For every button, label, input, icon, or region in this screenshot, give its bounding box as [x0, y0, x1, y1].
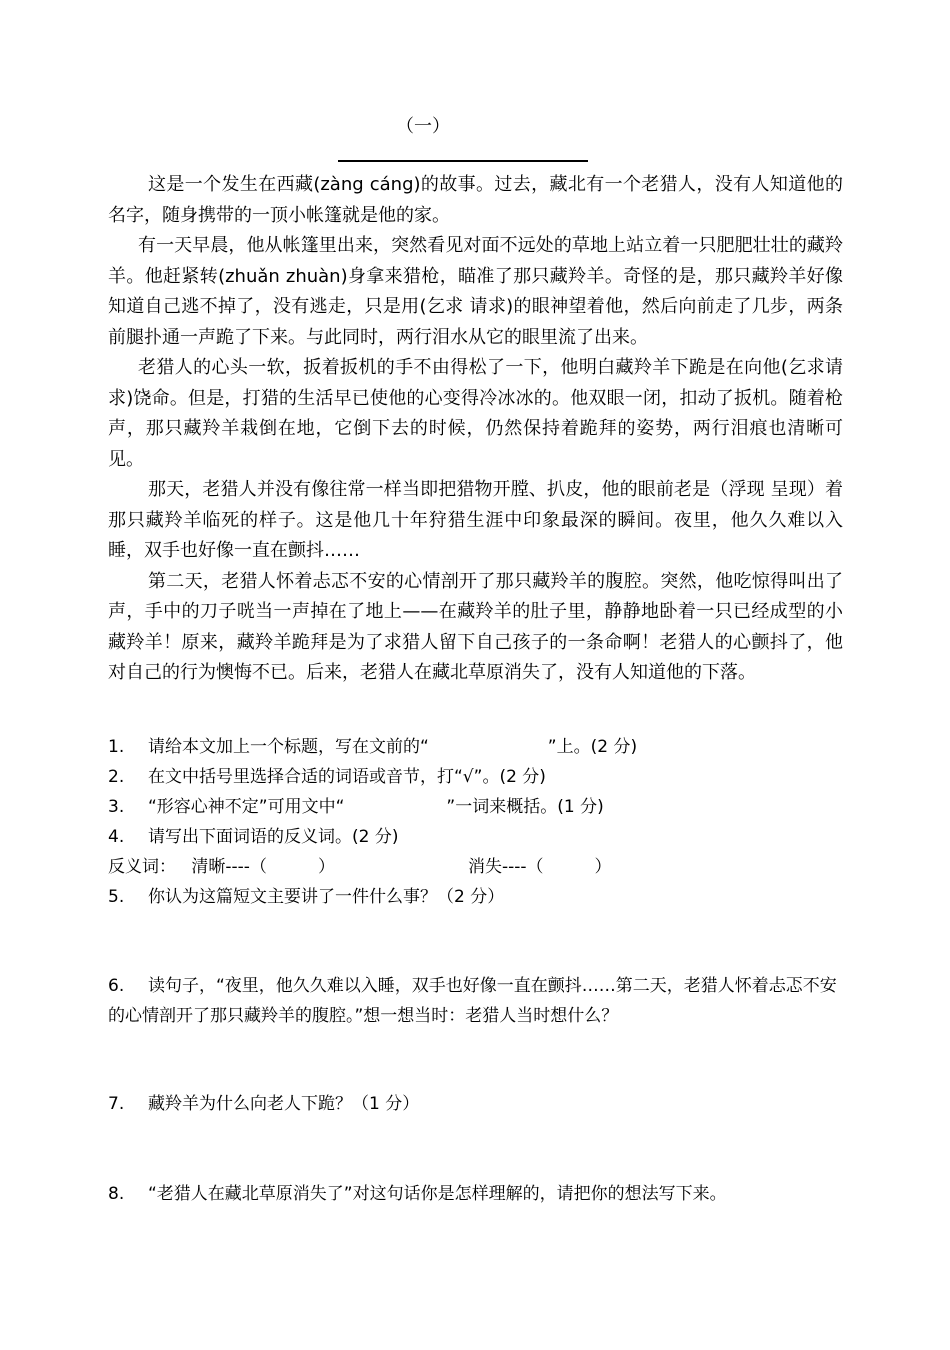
- question-7: [108, 1089, 848, 1119]
- question-3: [108, 792, 848, 822]
- antonym-row: [108, 852, 848, 882]
- story-paragraph-4: 那天，老猎人并没有像往常一样当即把猎物开膛、扒皮，他的眼前老是（浮现 呈现）着那只藏羚羊临死的样子。这是他几十年狩猎生涯中印象最深的瞬间。夜里，他久久难以入睡，双手也好像一直在颤抖……: [108, 479, 843, 561]
- question-number: 2.: [108, 767, 125, 787]
- question-5: [108, 882, 848, 912]
- question-number: 7.: [108, 1094, 125, 1114]
- question-1: [108, 732, 848, 762]
- story-paragraph-5: 第二天，老猎人怀着忐忑不安的心情剖开了那只藏羚羊的腹腔。突然，他吃惊得叫出了声，手中的刀子咣当一声掉在了地上——在藏羚羊的肚子里，静静地卧着一只已经成型的小藏羚羊！原来，藏羚羊跪拜是为了求猎人留下自己孩子的一条命啊！老猎人的心颤抖了，他对自己的行为懊悔不已。后来，老猎人在藏北草原消失了，没有人知道他的下落。: [108, 570, 843, 683]
- question-number: 5.: [108, 887, 125, 907]
- section-heading: （一）: [396, 116, 450, 137]
- story-paragraph-1: 这是一个发生在西藏(zàng cáng)的故事。过去，藏北有一个老猎人，没有人知道他的名字，随身携带的一顶小帐篷就是他的家。: [108, 174, 843, 226]
- question-number: 6.: [108, 976, 125, 996]
- question-6: [108, 971, 843, 1031]
- question-2: [108, 762, 848, 792]
- question-8: [108, 1179, 848, 1209]
- question-text: 请给本文加上一个标题，写在文前的“ ”上。(2 分): [148, 737, 638, 757]
- question-number: 1.: [108, 737, 125, 757]
- question-text: 你认为这篇短文主要讲了一件什么事？（2 分）: [148, 887, 505, 907]
- question-text: 请写出下面词语的反义词。(2 分): [148, 827, 399, 847]
- story-paragraph-3: 老猎人的心头一软，扳着扳机的手不由得松了一下，他明白藏羚羊下跪是在向他(乞求请求)饶命。但是，打猎的生活早已使他的心变得冷冰冰的。他双眼一闭，扣动了扳机。随着枪声，那只藏羚羊栽倒在地，它倒下去的时候，仍然保持着跪拜的姿势，两行泪痕也清晰可见。: [108, 357, 843, 470]
- title-blank-line: [338, 160, 588, 162]
- question-number: 3.: [108, 797, 125, 817]
- question-text: “老猎人在藏北草原消失了”对这句话你是怎样理解的，请把你的想法写下来。: [148, 1184, 727, 1204]
- antonym-item-2: 消失----（ ）: [468, 857, 612, 877]
- story-paragraph-2: 有一天早晨，他从帐篷里出来，突然看见对面不远处的草地上站立着一只肥肥壮壮的藏羚羊。他赶紧转(zhuǎn zhuàn)身拿来猎枪，瞄准了那只藏羚羊。奇怪的是，那只藏羚羊好像知道自己逃不掉了，没有逃走，只是用(乞求 请求)的眼神望着他，然后向前走了几步，两条前腿扑通一声跪了下来。与此同时，两行泪水从它的眼里流了出来。: [108, 235, 843, 348]
- question-text: “形容心神不定”可用文中“ ”一词来概括。(1 分): [148, 797, 604, 817]
- question-4: [108, 822, 848, 852]
- story-text: [108, 170, 843, 689]
- question-number: 8.: [108, 1184, 125, 1204]
- question-text: 藏羚羊为什么向老人下跪？（1 分）: [148, 1094, 420, 1114]
- question-text: 读句子，“夜里，他久久难以入睡，双手也好像一直在颤抖……第二天，老猎人怀着忐忑不安的心情剖开了那只藏羚羊的腹腔。”想一想当时：老猎人当时想什么？: [108, 976, 837, 1026]
- antonym-item-1: 清晰----（ ）: [191, 857, 335, 877]
- antonym-label: 反义词：: [108, 857, 176, 877]
- question-number: 4.: [108, 827, 125, 847]
- question-text: 在文中括号里选择合适的词语或音节，打“√”。(2 分): [148, 767, 546, 787]
